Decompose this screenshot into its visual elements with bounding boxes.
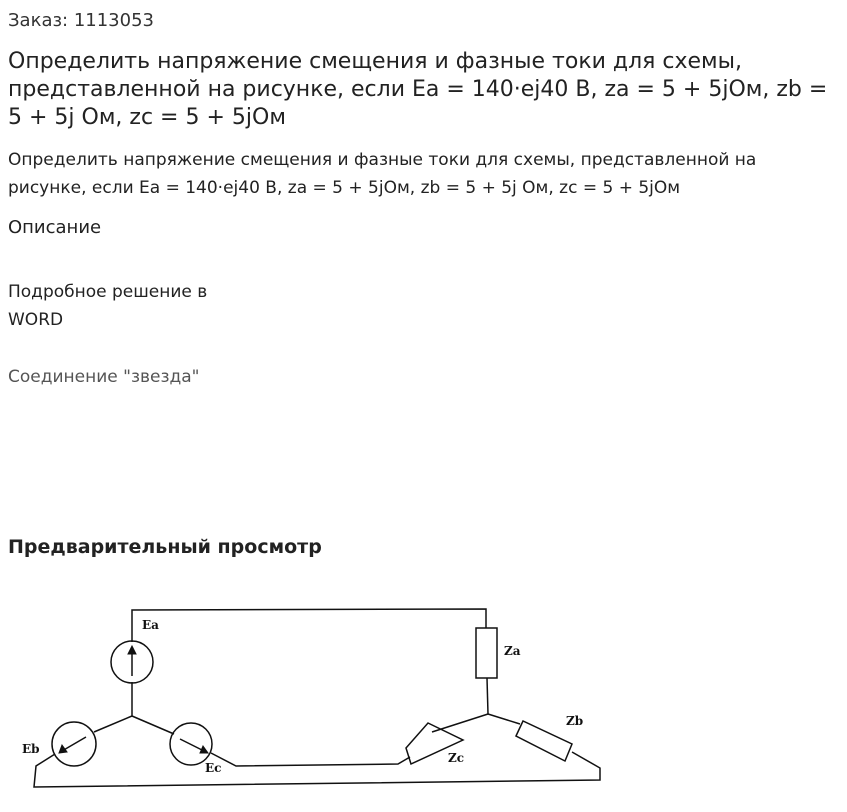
preview-heading: Предварительный просмотр	[8, 536, 322, 558]
label-ec: Ec	[205, 761, 222, 775]
wire-neutral-gen-b	[94, 716, 132, 732]
label-eb: Eb	[22, 742, 40, 756]
product-subtitle: Определить напряжение смещения и фазные токи для схемы, представленной на рисунке, если Ea = 140·ej40 В, za = 5 + 5jОм, zb = 5 + 5j Ом, zc = 5 + 5jОм	[8, 150, 757, 198]
resistor-zb	[516, 721, 572, 761]
resistor-za	[476, 628, 497, 678]
label-za: Za	[504, 644, 521, 658]
label-zb: Zb	[566, 714, 584, 728]
circuit-preview-image	[0, 590, 620, 800]
circuit-diagram	[0, 590, 620, 800]
label-ea: Ea	[142, 618, 159, 632]
description-heading: Описание	[8, 217, 102, 238]
product-title: Определить напряжение смещения и фазные токи для схемы, представленной на рисунке, если Ea = 140·ej40 В, za = 5 + 5jОм, zb = 5 + 5j Ом, zc = 5 + 5jОм	[8, 49, 828, 130]
connection-type: Соединение "звезда"	[8, 367, 200, 387]
wire-neutral-gen-c	[132, 716, 174, 734]
label-zc: Zc	[448, 751, 465, 765]
description-text: Подробное решение в WORD	[8, 282, 208, 330]
order-number: Заказ: 1113053	[8, 10, 154, 31]
wire-top	[132, 609, 486, 642]
